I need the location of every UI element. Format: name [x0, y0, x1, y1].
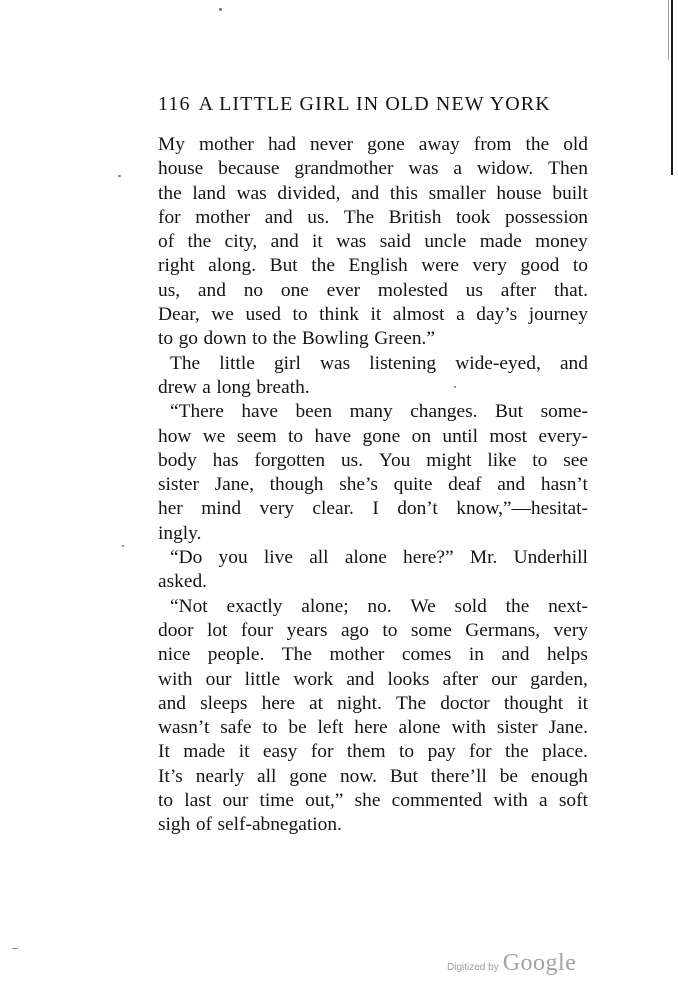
watermark-prefix: Digitized by — [447, 962, 499, 973]
text-line: of the city, and it was said uncle made money — [158, 231, 588, 253]
page-edge-shadow — [668, 0, 669, 60]
text-line: to last our time out,” she commented with a soft — [158, 790, 588, 812]
text-line: “Do you live all alone here?” Mr. Underhill — [170, 547, 588, 569]
text-line: for mother and us. The British took possession — [158, 206, 588, 228]
margin-speck — [12, 948, 18, 949]
text-line: wasn’t safe to be left here alone with sister Jane. — [158, 717, 588, 739]
text-line: sigh of self-abnegation. — [158, 814, 342, 836]
margin-speck — [118, 175, 121, 177]
running-head — [158, 92, 598, 116]
margin-speck — [122, 545, 124, 547]
text-line: It’s nearly all gone now. But there’ll be enough — [158, 765, 588, 787]
text-line: My mother had never gone away from the old — [158, 134, 588, 155]
text-line: and sleeps here at night. The doctor thought it — [158, 692, 588, 714]
text-line: right along. But the English were very good to — [158, 255, 588, 277]
text-line: her mind very clear. I don’t know,”—hesitat- — [158, 498, 588, 520]
running-title: A LITTLE GIRL IN OLD NEW YORK — [198, 93, 551, 115]
body-text — [158, 133, 588, 838]
text-line: us, and no one ever molested us after that. — [158, 279, 588, 301]
text-line: sister Jane, though she’s quite deaf and hasn’t — [158, 474, 588, 496]
text-line: “There have been many changes. But some- — [170, 401, 588, 423]
page-number: 116 — [158, 93, 191, 115]
text-line: asked. — [158, 571, 207, 593]
text-line: Dear, we used to think it almost a day’s journey — [158, 304, 588, 326]
text-line: The little girl was listening wide-eyed, and — [170, 352, 588, 374]
margin-speck — [219, 8, 222, 11]
text-line: the land was divided, and this smaller house built — [158, 182, 588, 204]
watermark-brand: Google — [502, 950, 577, 976]
text-line: to go down to the Bowling Green.” — [158, 328, 436, 350]
text-line: how we seem to have gone on until most every- — [158, 425, 588, 447]
text-line: It made it easy for them to pay for the place. — [158, 741, 588, 763]
text-line: door lot four years ago to some Germans, very — [158, 619, 588, 641]
text-line: with our little work and looks after our garden, — [158, 668, 588, 690]
text-line: ingly. — [158, 522, 202, 544]
text-line: nice people. The mother comes in and helps — [158, 644, 588, 666]
text-line: “Not exactly alone; no. We sold the next- — [170, 595, 588, 617]
page-edge-line — [671, 0, 673, 175]
text-line: house because grandmother was a widow. Then — [158, 158, 588, 180]
text-line: drew a long breath. — [158, 376, 310, 398]
digitized-by-watermark — [447, 950, 576, 977]
text-line: body has forgotten us. You might like to see — [158, 449, 588, 471]
